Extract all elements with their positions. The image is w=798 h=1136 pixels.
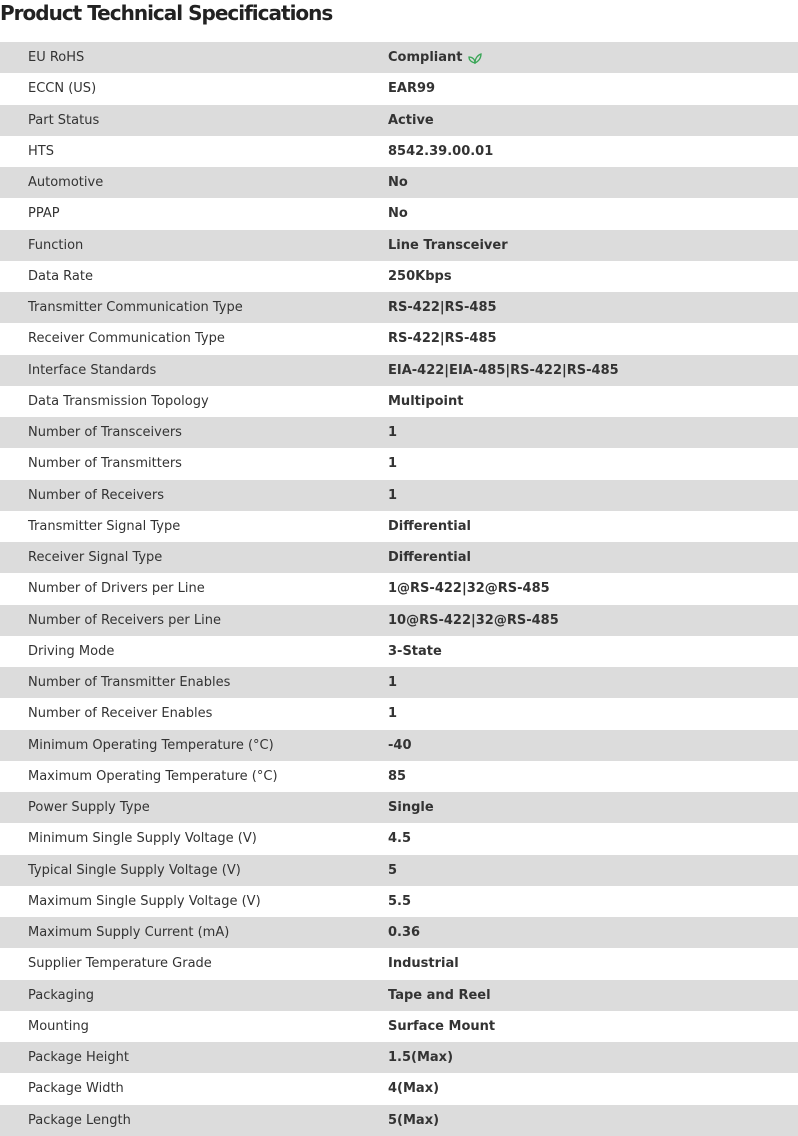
spec-label: PPAP [28, 206, 60, 222]
spec-value-text: EAR99 [388, 81, 436, 97]
spec-value-text: Line Transceiver [388, 237, 508, 253]
spec-label: Number of Receivers [28, 487, 165, 503]
spec-value [388, 394, 798, 409]
spec-value [388, 425, 798, 440]
spec-value [388, 363, 798, 378]
spec-value-text: -40 [388, 737, 412, 753]
spec-value [388, 81, 798, 96]
spec-label: Package Width [28, 1081, 124, 1097]
spec-value-text: 85 [388, 768, 407, 784]
spec-value [388, 956, 798, 971]
spec-value [388, 800, 798, 815]
spec-value-text: 1 [388, 456, 398, 472]
spec-value-text: 250Kbps [388, 268, 452, 284]
spec-label: Number of Transceivers [28, 425, 182, 441]
spec-value-text: 4(Max) [388, 1081, 440, 1097]
spec-value [388, 706, 798, 721]
spec-row [0, 886, 798, 917]
spec-row [0, 105, 798, 136]
spec-value-text: 1@RS-422|32@RS-485 [388, 581, 550, 597]
spec-value [388, 113, 798, 128]
spec-row [0, 980, 798, 1011]
spec-row [0, 917, 798, 948]
spec-value-text: Multipoint [388, 393, 464, 409]
spec-value-text: 1.5(Max) [388, 1050, 454, 1066]
spec-value [388, 644, 798, 659]
spec-row [0, 761, 798, 792]
spec-value-text: Single [388, 800, 434, 816]
spec-row [0, 73, 798, 104]
spec-label: Package Length [28, 1112, 131, 1128]
spec-label: Supplier Temperature Grade [28, 956, 212, 972]
spec-row [0, 855, 798, 886]
spec-row [0, 323, 798, 354]
spec-value-text: Tape and Reel [388, 987, 491, 1003]
spec-row [0, 1011, 798, 1042]
spec-row [0, 42, 798, 73]
spec-row [0, 948, 798, 979]
spec-row [0, 730, 798, 761]
spec-label: Mounting [28, 1018, 89, 1034]
spec-row [0, 386, 798, 417]
spec-value-text: 8542.39.00.01 [388, 143, 494, 159]
spec-label: Number of Transmitter Enables [28, 675, 231, 691]
spec-label: Number of Transmitters [28, 456, 182, 472]
spec-label: Number of Receivers per Line [28, 612, 221, 628]
spec-value [388, 50, 798, 65]
spec-row [0, 480, 798, 511]
spec-value [388, 613, 798, 628]
spec-value [388, 519, 798, 534]
spec-value [388, 300, 798, 315]
spec-value-text: No [388, 206, 408, 222]
spec-label: Maximum Operating Temperature (°C) [28, 768, 278, 784]
spec-value-text: 5 [388, 862, 398, 878]
spec-value [388, 175, 798, 190]
spec-value [388, 206, 798, 221]
spec-label: Receiver Signal Type [28, 550, 163, 566]
spec-value [388, 1050, 798, 1065]
spec-label: Packaging [28, 987, 94, 1003]
spec-value-text: RS-422|RS-485 [388, 300, 497, 316]
spec-value-text: Active [388, 112, 434, 128]
spec-label: EU RoHS [28, 50, 85, 66]
spec-row [0, 448, 798, 479]
spec-row [0, 1073, 798, 1104]
spec-row [0, 417, 798, 448]
spec-value [388, 1081, 798, 1096]
spec-value [388, 550, 798, 565]
spec-value-text: 1 [388, 675, 398, 691]
spec-value [388, 488, 798, 503]
spec-label: Automotive [28, 175, 104, 191]
page-title: Product Technical Specifications [0, 1, 333, 25]
spec-value-text: Compliant [388, 50, 463, 66]
spec-label: Minimum Single Supply Voltage (V) [28, 831, 257, 847]
spec-row [0, 261, 798, 292]
spec-value-text: Industrial [388, 956, 459, 972]
spec-value [388, 1113, 798, 1128]
spec-label: Data Rate [28, 268, 93, 284]
spec-value [388, 863, 798, 878]
spec-value-text: No [388, 175, 408, 191]
spec-row [0, 573, 798, 604]
spec-label: Number of Receiver Enables [28, 706, 213, 722]
spec-value [388, 831, 798, 846]
spec-row [0, 542, 798, 573]
spec-label: Function [28, 237, 84, 253]
spec-value [388, 925, 798, 940]
spec-row [0, 792, 798, 823]
spec-value-text: 1 [388, 706, 398, 722]
spec-row [0, 292, 798, 323]
spec-row [0, 1042, 798, 1073]
spec-value-text: 5.5 [388, 893, 412, 909]
spec-row [0, 230, 798, 261]
spec-value-text: RS-422|RS-485 [388, 331, 497, 347]
spec-table [0, 42, 798, 1136]
spec-label: Typical Single Supply Voltage (V) [28, 862, 241, 878]
spec-row [0, 198, 798, 229]
spec-label: Number of Drivers per Line [28, 581, 205, 597]
spec-row [0, 511, 798, 542]
spec-row [0, 605, 798, 636]
spec-value [388, 456, 798, 471]
spec-row [0, 136, 798, 167]
spec-value [388, 144, 798, 159]
spec-value [388, 331, 798, 346]
spec-row [0, 355, 798, 386]
spec-value-text: 5(Max) [388, 1112, 440, 1128]
spec-value [388, 738, 798, 753]
spec-label: Driving Mode [28, 643, 115, 659]
spec-value [388, 1019, 798, 1034]
spec-row [0, 1105, 798, 1136]
spec-label: Transmitter Signal Type [28, 518, 181, 534]
spec-label: Part Status [28, 112, 100, 128]
spec-value-text: 0.36 [388, 925, 421, 941]
spec-label: Transmitter Communication Type [28, 300, 243, 316]
leaf-icon [468, 52, 482, 64]
spec-label: Interface Standards [28, 362, 157, 378]
spec-label: ECCN (US) [28, 81, 97, 97]
spec-label: HTS [28, 143, 54, 159]
spec-value-text: Surface Mount [388, 1018, 496, 1034]
spec-label: Maximum Supply Current (mA) [28, 925, 230, 941]
spec-value [388, 238, 798, 253]
spec-label: Maximum Single Supply Voltage (V) [28, 893, 261, 909]
spec-value-text: 1 [388, 487, 398, 503]
spec-value-text: Differential [388, 550, 471, 566]
spec-value [388, 675, 798, 690]
spec-label: Data Transmission Topology [28, 393, 209, 409]
spec-value [388, 581, 798, 596]
spec-row [0, 667, 798, 698]
spec-value-text: 3-State [388, 643, 442, 659]
spec-value [388, 269, 798, 284]
spec-value-text: 10@RS-422|32@RS-485 [388, 612, 559, 628]
spec-value [388, 894, 798, 909]
spec-label: Power Supply Type [28, 800, 150, 816]
spec-value-text: EIA-422|EIA-485|RS-422|RS-485 [388, 362, 619, 378]
spec-value [388, 988, 798, 1003]
spec-label: Receiver Communication Type [28, 331, 225, 347]
spec-label: Package Height [28, 1050, 129, 1066]
spec-value [388, 769, 798, 784]
spec-value-text: 4.5 [388, 831, 412, 847]
spec-row [0, 698, 798, 729]
spec-value-text: Differential [388, 518, 471, 534]
spec-row [0, 823, 798, 854]
spec-row [0, 167, 798, 198]
spec-label: Minimum Operating Temperature (°C) [28, 737, 274, 753]
spec-row [0, 636, 798, 667]
spec-value-text: 1 [388, 425, 398, 441]
